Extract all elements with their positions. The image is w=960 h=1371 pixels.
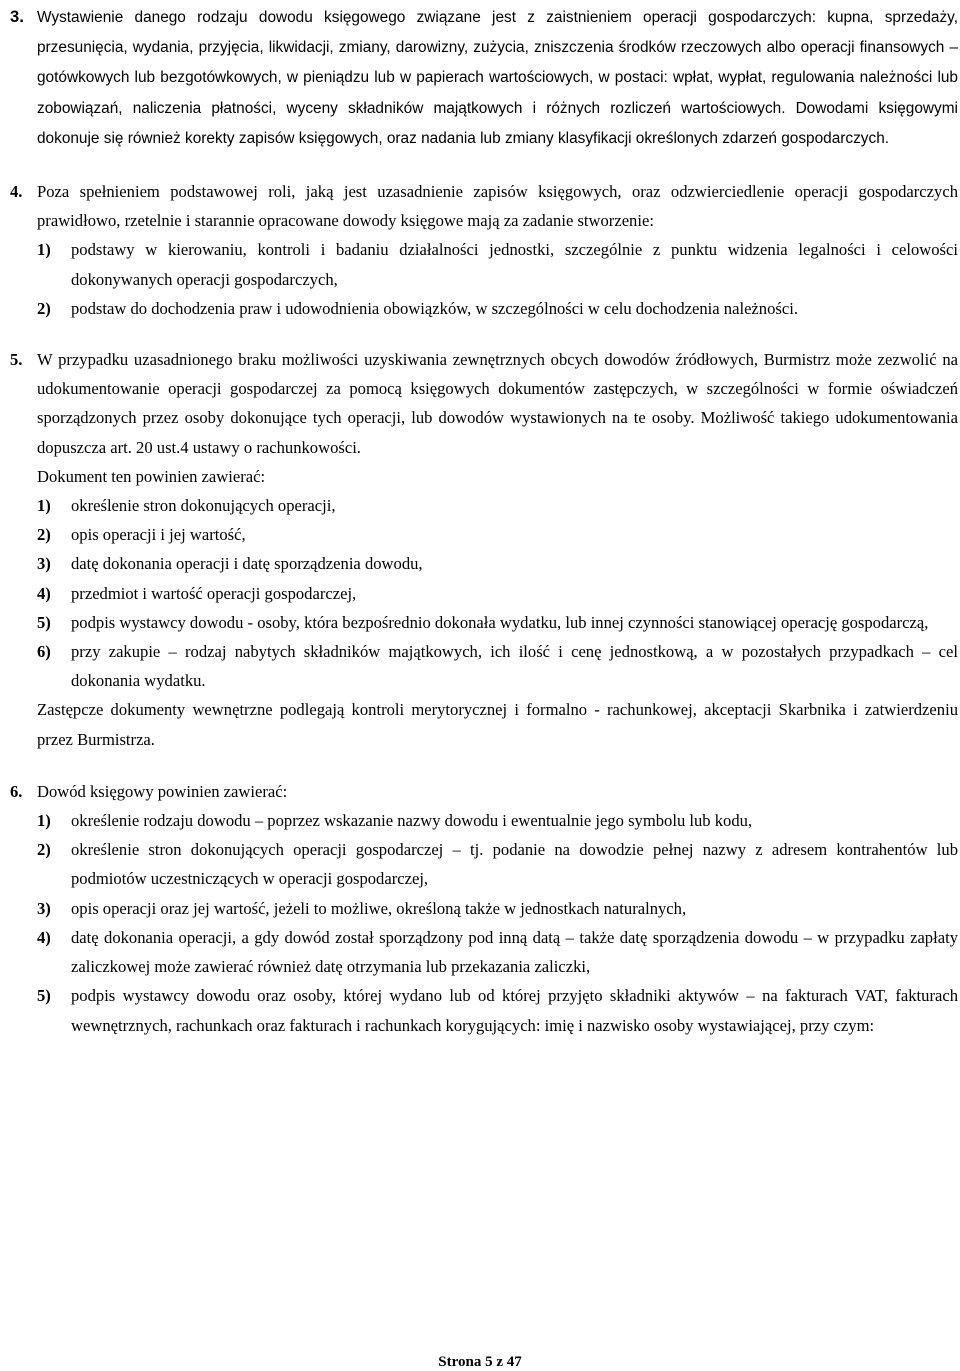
list-item-text: określenie rodzaju dowodu – poprzez wskazanie nazwy dowodu i ewentualnie jego symbolu lub kodu, bbox=[71, 811, 753, 831]
list-item-text: przy zakupie – rodzaj nabytych składników majątkowych, ich ilość i cenę jednostkową, a w pozostałych przypadkach – cel dokonania wydatku. bbox=[71, 642, 958, 691]
section-6-list bbox=[10, 806, 958, 1040]
section-number: 6. bbox=[10, 781, 23, 801]
list-item bbox=[10, 608, 958, 637]
list-item bbox=[10, 549, 958, 578]
list-item-number: 2) bbox=[37, 840, 51, 860]
list-item-number: 4) bbox=[37, 583, 51, 603]
list-item bbox=[10, 520, 958, 549]
section-4-list bbox=[10, 235, 958, 323]
list-item-text: datę dokonania operacji i datę sporządzenia dowodu, bbox=[71, 554, 423, 574]
list-item-number: 2) bbox=[37, 525, 51, 545]
section-number: 4. bbox=[10, 182, 23, 202]
list-item bbox=[10, 806, 958, 835]
section-5 bbox=[10, 345, 958, 754]
list-item-number: 1) bbox=[37, 240, 51, 260]
list-item-text: podpis wystawcy dowodu oraz osoby, której wydano lub od której przyjęto składniki aktywów – na fakturach VAT, fakturach wewnętrznych, rachunkach oraz fakturach i rachunkach korygujących: imię i nazwisko osoby wystawiającej, przy czym: bbox=[71, 986, 958, 1035]
list-item-text: datę dokonania operacji, a gdy dowód został sporządzony pod inną datą – także datę sporządzenia dowodu – w przypadku zapłaty zaliczkowej może zawierać również datę otrzymania lub przekazania zaliczki, bbox=[71, 927, 958, 977]
section-5-list-intro: Dokument ten powinien zawierać: bbox=[37, 466, 266, 486]
list-item bbox=[10, 981, 958, 1039]
list-item-number: 3) bbox=[37, 898, 51, 918]
list-item-text: podstawy w kierowaniu, kontroli i badaniu działalności jednostki, szczególnie z punktu widzenia legalności i celowości dokonywanych operacji gospodarczych, bbox=[71, 240, 958, 289]
section-3 bbox=[10, 2, 958, 153]
list-item-text: przedmiot i wartość operacji gospodarczej, bbox=[71, 583, 357, 603]
page-footer bbox=[0, 1354, 960, 1371]
list-item-number: 1) bbox=[37, 811, 51, 831]
list-item bbox=[10, 235, 958, 293]
list-item-number: 4) bbox=[37, 927, 51, 947]
list-item bbox=[10, 835, 958, 893]
section-3-text-part2: Dowodami księgowymi dokonuje się również korekty zapisów księgowych, oraz nadania lub zmiany klasyfikacji określonych zdarzeń gospodarczych. bbox=[37, 99, 958, 147]
list-item bbox=[10, 637, 958, 695]
section-6-intro-text: Dowód księgowy powinien zawierać: bbox=[37, 781, 288, 801]
list-item-number: 5) bbox=[37, 986, 51, 1006]
section-4-intro-text: Poza spełnieniem podstawowej roli, jaką jest uzasadnienie zapisów księgowych, oraz odzwierciedlenie operacji gospodarczych prawidłowo, rzetelnie i starannie opracowane dowody księgowe mają za zadanie stworzenie: bbox=[37, 182, 958, 231]
list-item-text: podstaw do dochodzenia praw i udowodnienia obowiązków, w szczególności w celu dochodzenia należności. bbox=[71, 298, 798, 318]
section-3-text-part1: Wystawienie danego rodzaju dowodu księgowego związane jest z zaistnieniem operacji gospodarczych: kupna, sprzedaży, przesunięcia, wydania, przyjęcia, likwidacji, zmiany, darowizny, zużycia, zniszczenia środków rzeczowych albo operacji finansowych – gotówkowych lub bezgotówkowych, w pieniądzu lub w papierach wartościowych, w postaci: wpłat, wypłat, regulowania należności lub zobowiązań, naliczenia płatności, wyceny składników majątkowych i różnych rozliczeń wartościowych. bbox=[37, 9, 958, 117]
section-5-intro bbox=[10, 345, 958, 462]
section-4-intro bbox=[10, 177, 958, 235]
list-item-text: podpis wystawcy dowodu - osoby, która bezpośrednio dokonała wydatku, lub innej czynności stanowiącej operację gospodarczą, bbox=[71, 612, 929, 632]
list-item-text: opis operacji oraz jej wartość, jeżeli to możliwe, określoną także w jednostkach naturalnych, bbox=[71, 898, 687, 918]
list-item-text: określenie stron dokonujących operacji, bbox=[71, 496, 336, 516]
list-item bbox=[10, 579, 958, 608]
list-item-text: opis operacji i jej wartość, bbox=[71, 525, 246, 545]
list-item-text: określenie stron dokonujących operacji gospodarczej – tj. podanie na dowodzie pełnej nazwy z adresem kontrahentów lub podmiotów uczestniczących w operacji gospodarczej, bbox=[71, 840, 958, 889]
section-6-intro bbox=[10, 777, 958, 806]
section-number: 3. bbox=[10, 7, 24, 26]
section-number: 5. bbox=[10, 350, 23, 370]
list-item-number: 3) bbox=[37, 554, 51, 574]
section-5-list bbox=[10, 491, 958, 695]
section-5-outro: Zastępcze dokumenty wewnętrzne podlegają kontroli merytorycznej i formalno - rachunkowej, akceptacji Skarbnika i zatwierdzeniu przez Burmistrza. bbox=[37, 700, 958, 749]
list-item-number: 6) bbox=[37, 642, 51, 662]
list-item-number: 5) bbox=[37, 612, 51, 632]
document-page bbox=[10, 2, 958, 1040]
section-6 bbox=[10, 777, 958, 1040]
list-item bbox=[10, 894, 958, 923]
list-item bbox=[10, 491, 958, 520]
page-number-label: Strona 5 z 47 bbox=[438, 1354, 522, 1370]
section-5-intro-text: W przypadku uzasadnionego braku możliwości uzyskiwania zewnętrznych obcych dowodów źródłowych, Burmistrz może zezwolić na udokumentowanie operacji gospodarczej za pomocą księgowych dokumentów zastępczych, w szczególności w formie oświadczeń sporządzonych przez osoby dokonujące tych operacji, lub dowodów wystawionych na te osoby. Możliwość takiego udokumentowania dopuszcza art. 20 ust.4 ustawy o rachunkowości. bbox=[37, 350, 958, 457]
list-item bbox=[10, 294, 958, 323]
section-4 bbox=[10, 177, 958, 323]
list-item bbox=[10, 923, 958, 981]
list-item-number: 1) bbox=[37, 496, 51, 516]
list-item-number: 2) bbox=[37, 298, 51, 318]
